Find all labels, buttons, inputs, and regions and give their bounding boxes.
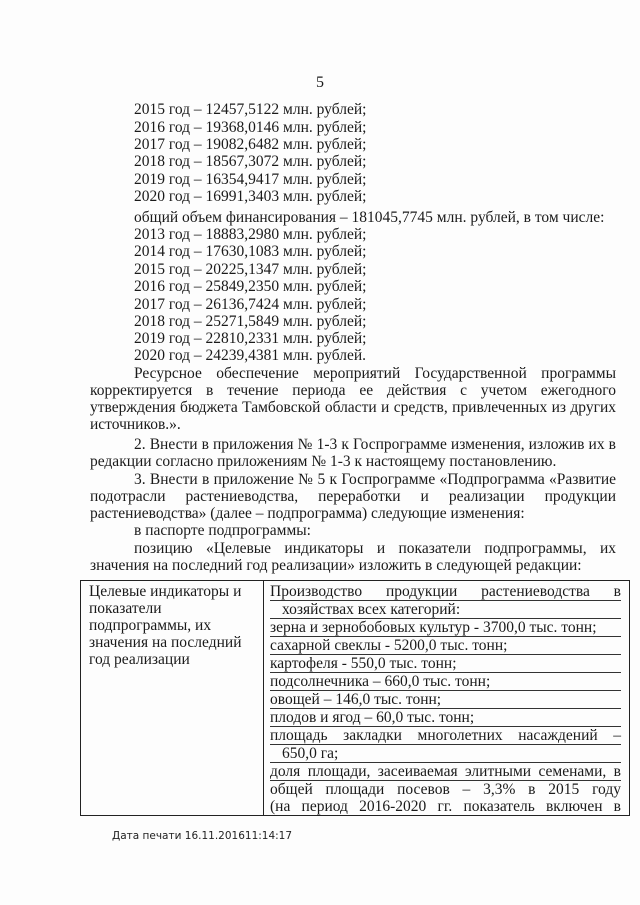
paragraph-position: позицию «Целевые индикаторы и показатели подпрограммы, их значения на последний год реализации» изложить в следующей редакции: — [90, 540, 616, 574]
financing-line: 2018 год – 25271,5849 млн. рублей; — [134, 313, 367, 330]
financing-line: 2017 год – 19082,6482 млн. рублей; — [134, 136, 367, 153]
financing-line: 2016 год – 25849,2350 млн. рублей; — [134, 278, 367, 295]
indicator-line: подсолнечника – 660,0 тыс. тонн; — [270, 673, 621, 691]
indicator-line: Производство продукции растениеводства в — [270, 583, 621, 600]
indicator-line: овощей – 146,0 тыс. тонн; — [270, 691, 621, 709]
indicators-label-cell: Целевые индикаторы и показатели подпрограммы, их значения на последний год реализации — [81, 581, 264, 816]
financing-line: 2020 год – 16991,3403 млн. рублей; — [134, 188, 367, 205]
paragraph-resource: Ресурсное обеспечение мероприятий Государственной программы корректируется в течение периода ее действия с учетом ежегодного утверждения бюджета Тамбовской области и средств, привлеченных из других источников.». — [90, 365, 616, 433]
paragraph-passport: в паспорте подпрограммы: — [134, 522, 311, 539]
financing-line: 2015 год – 20225,1347 млн. рублей; — [134, 261, 367, 278]
paragraph-2: 2. Внести в приложения № 1-3 к Госпрограмме изменения, изложив их в редакции согласно приложениям № 1-3 к настоящему постановлению. — [90, 436, 616, 470]
paragraph-3: 3. Внести в приложение № 5 к Госпрограмме «Подпрограмма «Развитие подотрасли растениеводства, переработки и реализации продукции растениеводства» (далее – подпрограмма) следующие изменения: — [90, 471, 616, 522]
financing-line: 2020 год – 24239,4381 млн. рублей. — [134, 347, 367, 364]
financing-line: 2013 год – 18883,2980 млн. рублей; — [134, 226, 367, 243]
indicator-line: плодов и ягод – 60,0 тыс. тонн; — [270, 709, 621, 727]
indicator-line: картофеля - 550,0 тыс. тонн; — [270, 655, 621, 673]
financing-line: 2017 год – 26136,7424 млн. рублей; — [134, 296, 367, 313]
page-number: 5 — [316, 74, 324, 91]
total-financing-line: общий объем финансирования – 181045,7745 млн. рублей, в том числе: — [134, 209, 605, 226]
financing-line: 2018 год – 18567,3072 млн. рублей; — [134, 153, 367, 170]
indicator-line: зерна и зернобобовых культур - 3700,0 тыс. тонн; — [270, 619, 621, 637]
indicator-line: общей площади посевов – 3,3% в 2015 году — [270, 781, 621, 798]
financing-line: 2015 год – 12457,5122 млн. рублей; — [134, 101, 367, 118]
indicator-line: хозяйствах всех категорий: — [270, 601, 621, 619]
financing-line: 2019 год – 16354,9417 млн. рублей; — [134, 171, 367, 188]
indicator-line: доля площади, засеиваемая элитными семенами, в — [270, 763, 621, 780]
print-date-footer: Дата печати 16.11.201611:14:17 — [112, 830, 293, 842]
financing-line: 2019 год – 22810,2331 млн. рублей; — [134, 330, 367, 347]
financing-line: 2016 год – 19368,0146 млн. рублей; — [134, 119, 367, 136]
indicator-line: сахарной свеклы - 5200,0 тыс. тонн; — [270, 637, 621, 655]
indicators-value-cell — [264, 581, 630, 816]
indicators-table — [80, 580, 630, 816]
indicator-line: (на период 2016-2020 гг. показатель включен в — [270, 798, 621, 815]
indicator-line: 650,0 га; — [270, 745, 621, 763]
financing-line: 2014 год – 17630,1083 млн. рублей; — [134, 243, 367, 260]
indicator-line: площадь закладки многолетних насаждений – — [270, 727, 621, 744]
table-row — [81, 581, 630, 816]
